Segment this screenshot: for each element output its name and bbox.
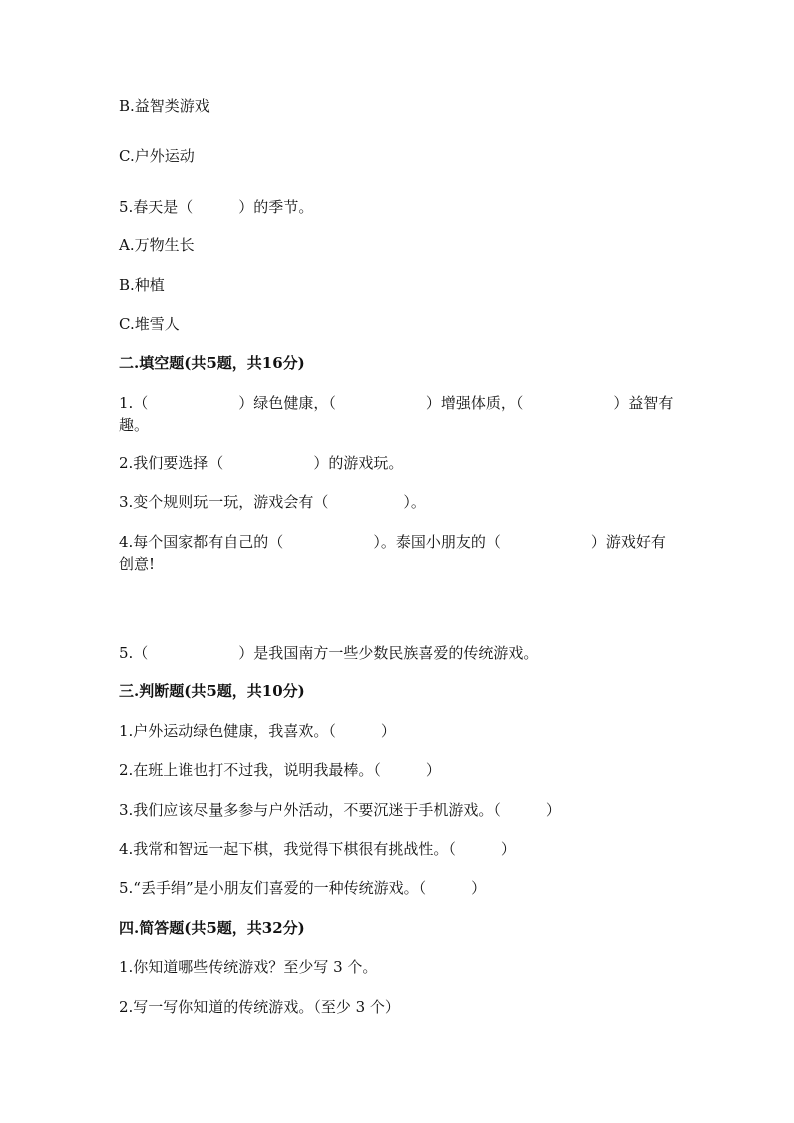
option-c: C.户外运动 (119, 147, 195, 165)
short-question-1: 1.你知道哪些传统游戏？至少写 3 个。 (119, 958, 378, 976)
judge-question-5: 5.“丢手绢”是小朋友们喜爱的一种传统游戏。（ ） (119, 879, 487, 897)
question-stem: 5.春天是（ ）的季节。 (119, 198, 314, 216)
fill-question-1: 1.（ ）绿色健康，（ ）增强体质，（ ）益智有趣。 (119, 394, 674, 434)
fill-question-5: 5.（ ）是我国南方一些少数民族喜爱的传统游戏。 (119, 644, 539, 662)
judge-question-2: 2.在班上谁也打不过我，说明我最棒。（ ） (119, 761, 441, 779)
judge-question-3: 3.我们应该尽量多参与户外活动，不要沉迷于手机游戏。（ ） (119, 801, 561, 819)
section-heading-true-false: 三.判断题(共5题，共10分) (119, 682, 305, 700)
option-c: C.堆雪人 (119, 315, 180, 333)
option-a: A.万物生长 (119, 236, 195, 254)
option-b: B.益智类游戏 (119, 97, 210, 115)
fill-question-2: 2.我们要选择（ ）的游戏玩。 (119, 454, 404, 472)
short-question-2: 2.写一写你知道的传统游戏。（至少 3 个） (119, 998, 400, 1016)
fill-question-4: 4.每个国家都有自己的（ ）。泰国小朋友的（ ）游戏好有创意! (119, 533, 666, 573)
fill-question-3: 3.变个规则玩一玩，游戏会有（ ）。 (119, 493, 426, 511)
section-heading-fill-in: 二.填空题(共5题，共16分) (119, 354, 305, 372)
section-heading-short-answer: 四.简答题(共5题，共32分) (119, 919, 305, 937)
option-b: B.种植 (119, 276, 165, 294)
judge-question-1: 1.户外运动绿色健康，我喜欢。（ ） (119, 722, 396, 740)
judge-question-4: 4.我常和智远一起下棋，我觉得下棋很有挑战性。（ ） (119, 840, 516, 858)
